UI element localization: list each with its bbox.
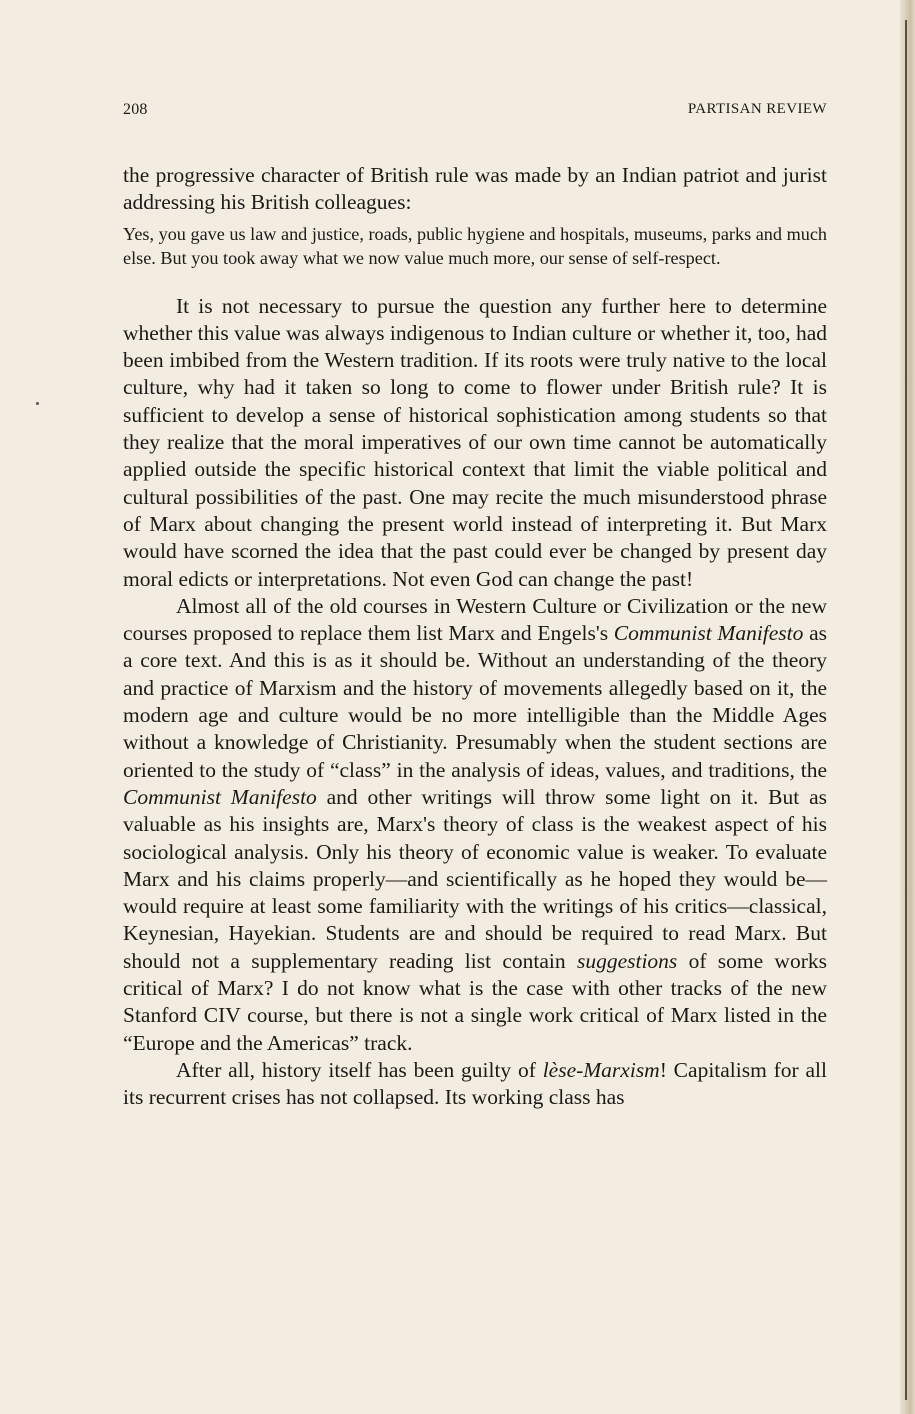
paragraph-3-emphasis: suggestions <box>576 948 678 973</box>
page-edge-line <box>905 20 907 1400</box>
page-number: 208 <box>123 101 148 118</box>
running-title: PARTISAN REVIEW <box>687 101 827 117</box>
paragraph-2: It is not necessary to pursue the question any further here to determine whether this value was always indigenous to Indian culture or whether it, too, had been imbibed from the Western tradition. If its roots were truly native to the local culture, why had it taken so long to come to flower under British rule? It is sufficient to develop a sense of historical sophistication among students so that they realize that the moral imperatives of our own time cannot be automatically applied outside the specific historical context that limit the viable political and cultural possibilities of the past. One may recite the much misunderstood phrase of Marx about changing the present world instead of interpreting it. But Marx would have scorned the idea that the past could ever be changed by present day moral edicts or interpretations. Not even God can change the past! <box>123 293 827 591</box>
page-header <box>123 101 827 123</box>
margin-speck <box>36 402 39 405</box>
paragraph-3 <box>123 593 827 1057</box>
paragraph-4-emphasis: lèse-Marxism <box>542 1057 660 1082</box>
paragraph-3-title-2: Communist Manifesto <box>123 784 317 809</box>
paragraph-4-text-a: After all, history itself has been guilty of <box>176 1057 543 1082</box>
paragraph-3-text-a: Almost all of the old courses in Western Culture or Civilization or the new courses proposed to replace them list Marx and Engels's <box>123 593 827 646</box>
paragraph-1: the progressive character of British rule was made by an Indian patriot and jurist addressing his British colleagues: <box>123 163 827 215</box>
paragraph-3-title-1: Communist Manifesto <box>613 621 804 646</box>
paragraph-3-text-g: of some works critical of Marx? I do not know what is the case with other tracks of the new Stanford CIV course, but there is not a single work critical of Marx listed in the “Europe and the Americas” track. <box>123 948 827 1055</box>
paragraph-4-text-c: ! Capitalism for all its recurrent crises has not collapsed. Its working class has <box>123 1057 828 1110</box>
page-edge <box>900 0 915 1414</box>
paragraph-4 <box>123 1057 827 1112</box>
body-text <box>123 162 827 1112</box>
paragraph-3-text-e: and other writings will throw some light on it. But as valuable as his insights are, Marx's theory of class is the weakest aspect of his sociological analysis. Only his theory of economic value is weaker. To evaluate Marx and his claims properly—and scientifically as he hoped they would be—would require at least some familiarity with the writings of his critics—classical, Keynesian, Hayekian. Students are and should be required to read Marx. But should not a supplementary reading list contain <box>123 784 827 973</box>
block-quote: Yes, you gave us law and justice, roads, public hygiene and hospitals, museums, parks and much else. But you took away what we now value much more, our sense of self-respect. <box>123 223 827 269</box>
paragraph-3-text-c: as a core text. And this is as it should be. Without an understanding of the theory and practice of Marxism and the history of movements allegedly based on it, the modern age and culture would be no more intelligible than the Middle Ages without a knowledge of Christianity. Presumably when the student sections are oriented to the study of “class” in the analysis of ideas, values, and traditions, the <box>123 621 827 782</box>
